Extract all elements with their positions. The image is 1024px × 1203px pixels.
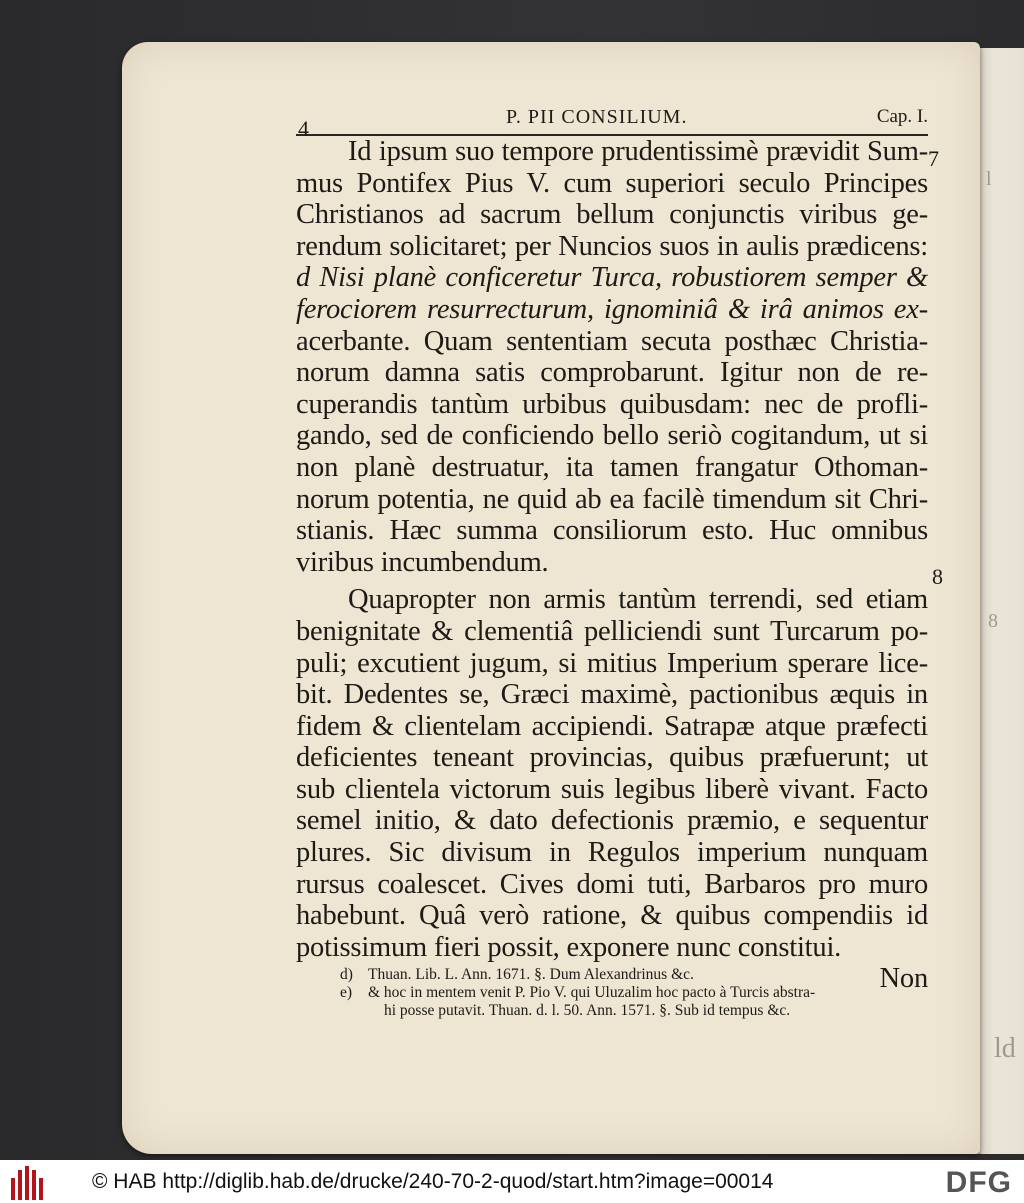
- footnote-continuation: hi posse putavit. Thuan. d. l. 50. Ann. 1571. §. Sub id tempus &c.: [384, 1002, 791, 1019]
- text-line: deficientes teneant provincias, quibus præfuerunt; ut: [296, 742, 928, 774]
- chapter-label: Cap. I.: [876, 106, 928, 127]
- text-line: Christianos ad sacrum bellum conjunctis viribus ge-: [296, 199, 928, 231]
- text-line: acerbante. Quam sententiam secuta posthæc Christia-: [296, 325, 928, 357]
- text-line: benignitate & clementiâ pelliciendi sunt Turcarum po-: [296, 615, 928, 647]
- hab-logo-icon: [6, 1164, 48, 1200]
- text-line: sub clientela victorum suis legibus liberè vivant. Facto: [296, 773, 928, 805]
- text-line: ferociorem resurrecturum, ignominiâ & irâ animos ex-: [296, 293, 928, 325]
- text-line: stianis. Hæc summa consiliorum esto. Huc omnibus: [296, 515, 928, 547]
- next-page-edge: [978, 48, 1024, 1154]
- text-line: bit. Dedentes se, Græci maximè, pactionibus æquis in: [296, 679, 928, 711]
- footnote: [340, 966, 930, 984]
- footnote: [340, 984, 930, 1002]
- ghost-glyph: 8: [988, 610, 998, 632]
- footnote-mark: d): [340, 966, 353, 983]
- text-line: norum damna satis comprobarunt. Igitur non de re-: [296, 357, 928, 389]
- footnote-mark: e): [340, 984, 353, 1001]
- source-credit-link[interactable]: © HAB http://diglib.hab.de/drucke/240-70-2-quod/start.htm?image=00014: [92, 1169, 774, 1193]
- text-line: semel initio, & dato defectionis præmio, e sequentur: [296, 805, 928, 837]
- text-line: norum potentia, ne quid ab ea facilè timendum sit Chri-: [296, 483, 928, 515]
- text-line: habebunt. Quâ verò ratione, & quibus compendiis id: [296, 900, 928, 932]
- running-head: [296, 104, 928, 141]
- footer-bar: [0, 1160, 1024, 1203]
- text-line: gando, sed de conficiendo bello seriò cogitandum, ut si: [296, 420, 928, 452]
- text-line: cuperandis tantùm urbibus quibusdam: nec de profli-: [296, 388, 928, 420]
- footnote-text: Thuan. Lib. L. Ann. 1671. §. Dum Alexandrinus &c.: [368, 966, 694, 983]
- margin-number: 7: [928, 146, 939, 171]
- page-title: P. PII CONSILIUM.: [506, 106, 688, 128]
- text-line: mus Pontifex Pius V. cum superiori seculo Principes: [296, 167, 928, 199]
- text-line: Quapropter non armis tantùm terrendi, sed etiam: [348, 584, 928, 616]
- text-line: puli; excutient jugum, si mitius Imperium sperare lice-: [296, 647, 928, 679]
- margin-number: 8: [932, 564, 943, 589]
- text-line: non planè destruatur, ita tamen frangatur Othoman-: [296, 451, 928, 483]
- ghost-glyph: l: [986, 168, 992, 190]
- catchword: Non: [879, 963, 928, 995]
- ghost-glyph: ld: [994, 1033, 1016, 1064]
- text-line: rursus coalescet. Cives domi tuti, Barbaros pro muro: [296, 868, 928, 900]
- text-line: viribus incumbendum.: [296, 546, 549, 578]
- text-line: potissimum fieri possit, exponere nunc constitui.: [296, 931, 842, 963]
- text-line: fidem & clientelam accipiendi. Satrapæ atque præfecti: [296, 710, 928, 742]
- text-line: d Nisi planè conficeretur Turca, robustiorem semper &: [296, 262, 928, 294]
- footnote-text: & hoc in mentem venit P. Pio V. qui Uluzalim hoc pacto à Turcis abstra-: [368, 984, 816, 1001]
- text-line: Id ipsum suo tempore prudentissimè prævidit Sum-: [348, 136, 928, 167]
- body-text: [296, 136, 928, 995]
- footnotes: [340, 966, 930, 1020]
- text-line: plures. Sic divisum in Regulos imperium nunquam: [296, 837, 928, 869]
- dfg-logo: DFG: [945, 1166, 1012, 1199]
- page-number: 4: [298, 116, 309, 141]
- text-line: rendum solicitaret; per Nuncios suos in aulis prædicens:: [296, 230, 928, 262]
